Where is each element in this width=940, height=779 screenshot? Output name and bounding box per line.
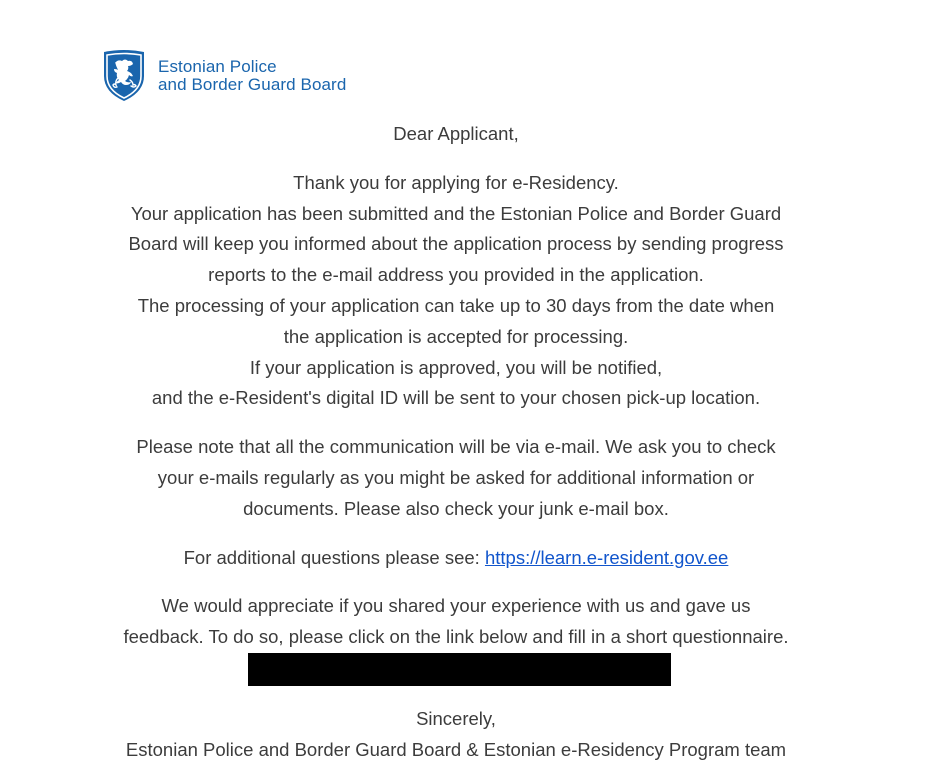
text-line: Please note that all the communication will be via e-mail. We ask you to check [136, 436, 776, 458]
paragraph-feedback [0, 591, 912, 653]
redacted-questionnaire-link [248, 653, 671, 686]
text-line: documents. Please also check your junk e-mail box. [243, 497, 669, 519]
text-line: We would appreciate if you shared your experience with us and gave us [161, 595, 751, 617]
team-signature: Estonian Police and Border Guard Board & Estonian e-Residency Program team [125, 738, 787, 760]
learn-e-resident-link[interactable]: https://learn.e-resident.gov.ee [484, 546, 729, 568]
text-line: your e-mails regularly as you might be asked for additional information or [157, 466, 755, 488]
closing [0, 704, 912, 766]
text-line: and the e-Resident's digital ID will be sent to your chosen pick-up location. [151, 387, 761, 409]
text-line: feedback. To do so, please click on the link below and fill in a short questionnaire. [123, 626, 789, 648]
spacer [0, 414, 912, 432]
email-body [0, 119, 912, 766]
text-line: If your application is approved, you will be notified, [249, 356, 663, 378]
lion-shield-icon [101, 49, 147, 102]
sign-off: Sincerely, [416, 707, 496, 729]
text-line: Your application has been submitted and the Estonian Police and Border Guard [130, 202, 782, 224]
logo-line-2: and Border Guard Board [158, 74, 347, 94]
paragraph-communication [0, 432, 912, 524]
paragraph-additional-questions [0, 543, 912, 574]
spacer [0, 525, 912, 543]
greeting: Dear Applicant, [393, 123, 519, 144]
spacer [0, 686, 912, 704]
logo-line-1: Estonian Police [158, 56, 277, 76]
text-line: The processing of your application can take up to 30 days from the date when [137, 294, 775, 316]
logo-text [158, 58, 346, 94]
ppa-logo [101, 49, 346, 102]
paragraph-confirmation [0, 168, 912, 414]
text-line: reports to the e-mail address you provided in the application. [208, 264, 704, 286]
spacer [0, 573, 912, 591]
additional-prefix: For additional questions please see: [183, 546, 485, 568]
text-line: Board will keep you informed about the application process by sending progress [128, 233, 784, 255]
text-line: the application is accepted for processing. [283, 325, 629, 347]
text-line: Thank you for applying for e-Residency. [293, 171, 619, 193]
